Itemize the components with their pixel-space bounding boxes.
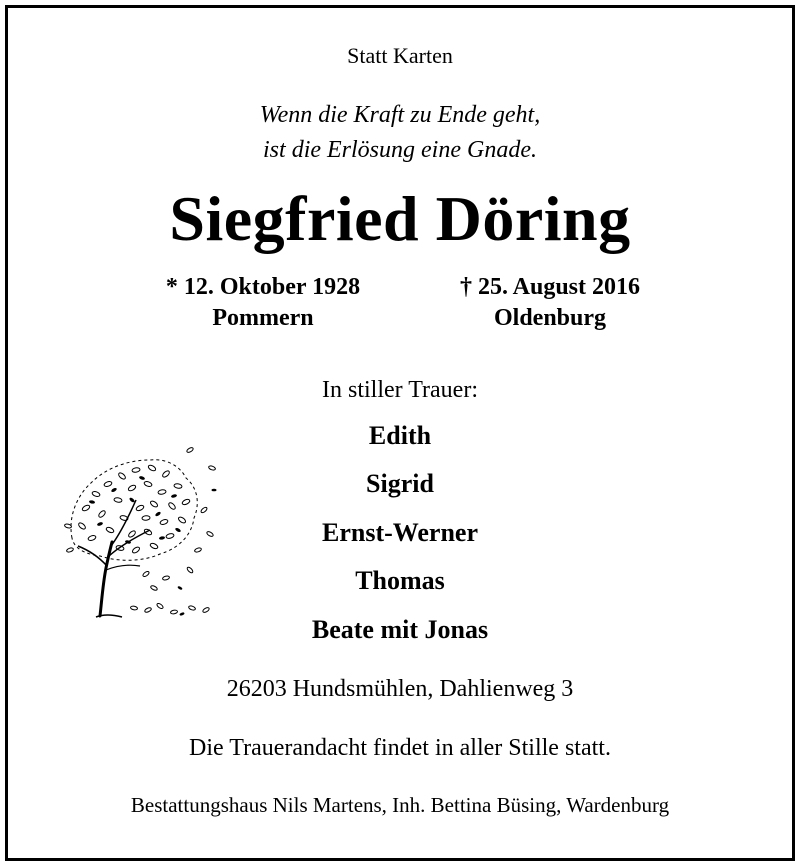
mourner-name: Thomas [355,566,445,595]
birth-place: Pommern [212,305,314,331]
mourner-name: Edith [368,421,432,450]
death-date: † 25. August 2016 [459,274,641,300]
mourner-name: Sigrid [366,469,434,498]
death-info [420,272,680,334]
quote-line-1: Wenn die Kraft zu Ende geht, [259,102,541,128]
mourner-name: Beate mit Jonas [311,615,489,644]
birth-info [138,272,388,334]
undertaker-info: Bestattungshaus Nils Martens, Inh. Bettina Büsing, Wardenburg [130,793,670,817]
quote-line-2: ist die Erlösung eine Gnade. [263,137,537,163]
windblown-tree-icon [62,438,222,620]
death-place: Oldenburg [493,305,607,331]
family-address: 26203 Hundsmühlen, Dahlienweg 3 [226,676,574,702]
header-note: Statt Karten [347,43,453,68]
service-note: Die Trauerandacht findet in aller Stille statt. [189,735,611,761]
mourner-name: Ernst-Werner [322,518,478,547]
deceased-name: Siegfried Döring [169,183,631,254]
birth-date: * 12. Oktober 1928 [165,274,361,300]
mourning-intro: In stiller Trauer: [322,377,478,403]
